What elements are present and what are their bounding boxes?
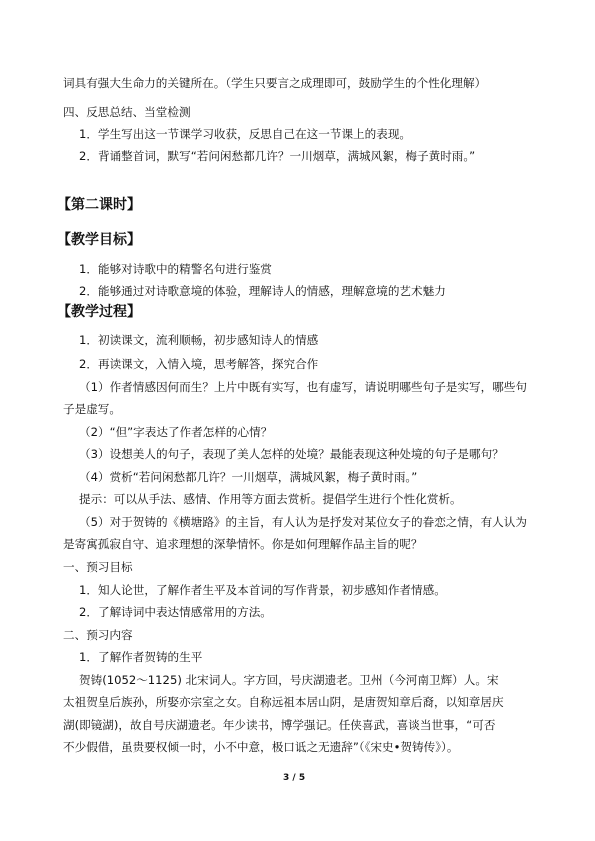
list-item: 2．能够通过对诗歌意境的体验，理解诗人的情感，理解意境的艺术魅力 [79, 284, 446, 298]
section-heading: 一、预习目标 [63, 560, 133, 574]
section-heading: 二、预习内容 [63, 628, 133, 642]
question-line: （5）对于贺铸的《横塘路》的主旨，有人认为是抒发对某位女子的眷恋之情，有人认为 [79, 515, 527, 529]
list-item: 2．再读课文，入情入境，思考解答，探究合作 [79, 357, 319, 371]
paragraph-line: 太祖贺皇后族孙，所娶亦宗室之女。自称远祖本居山阴，是唐贺知章后裔，以知章居庆 [63, 695, 504, 709]
paragraph-line: 贺铸(1052～1125) 北宋词人。字方回，号庆湖遗老。卫州（今河南卫辉）人。宋 [79, 673, 499, 687]
hint-line: 提示：可以从手法、感情、作用等方面去赏析。提倡学生进行个性化赏析。 [79, 492, 462, 506]
page-number: 3 / 5 [283, 773, 306, 783]
process-heading: 【教学过程】 [57, 304, 141, 320]
list-item: 2．了解诗词中表达情感常用的方法。 [79, 605, 272, 619]
list-item: 2．背诵整首词，默写“若问闲愁都几许？一川烟草，满城风絮，梅子黄时雨。” [79, 149, 476, 163]
list-item: 1．知人论世，了解作者生平及本首词的写作背景，初步感知作者情感。 [79, 583, 446, 597]
session-heading: 【第二课时】 [57, 197, 141, 213]
paragraph-line: 不少假借，虽贵要权倾一时，小不中意，极口诋之无遗辞”（《宋史•贺铸传》）。 [63, 740, 459, 754]
question-line: 子是虚写。 [63, 402, 121, 416]
paragraph-line: 湖(即镜湖)，故自号庆湖遗老。年少读书，博学强记。任侠喜武，喜谈当世事，“可否 [63, 718, 496, 732]
list-item: 1．初读课文，流利顺畅，初步感知诗人的情感 [79, 333, 319, 347]
paragraph-line: 词具有强大生命力的关键所在。（学生只要言之成理即可，鼓励学生的个性化理解） [63, 76, 487, 90]
list-item: 1．学生写出这一节课学习收获，反思自己在这一节课上的表现。 [79, 127, 412, 141]
list-item: 1．能够对诗歌中的精警名句进行鉴赏 [79, 262, 272, 276]
question-line: 是寄寓孤寂自守、追求理想的深挚情怀。你是如何理解作品主旨的呢？ [63, 537, 423, 551]
section-heading: 四、反思总结、当堂检测 [63, 105, 191, 119]
list-item: 1．了解作者贺铸的生平 [79, 650, 203, 664]
question-line: （3）设想美人的句子，表现了美人怎样的处境？最能表现这种处境的句子是哪句？ [79, 447, 504, 461]
question-line: （4）赏析“若问闲愁都几许？一川烟草，满城风絮，梅子黄时雨。” [79, 470, 418, 484]
objectives-heading: 【教学目标】 [57, 232, 141, 248]
question-line: （1）作者情感因何而生？上片中既有实写，也有虚写，请说明哪些句子是实写，哪些句 [79, 380, 527, 394]
question-line: （2）“但”字表达了作者怎样的心情？ [79, 425, 273, 439]
